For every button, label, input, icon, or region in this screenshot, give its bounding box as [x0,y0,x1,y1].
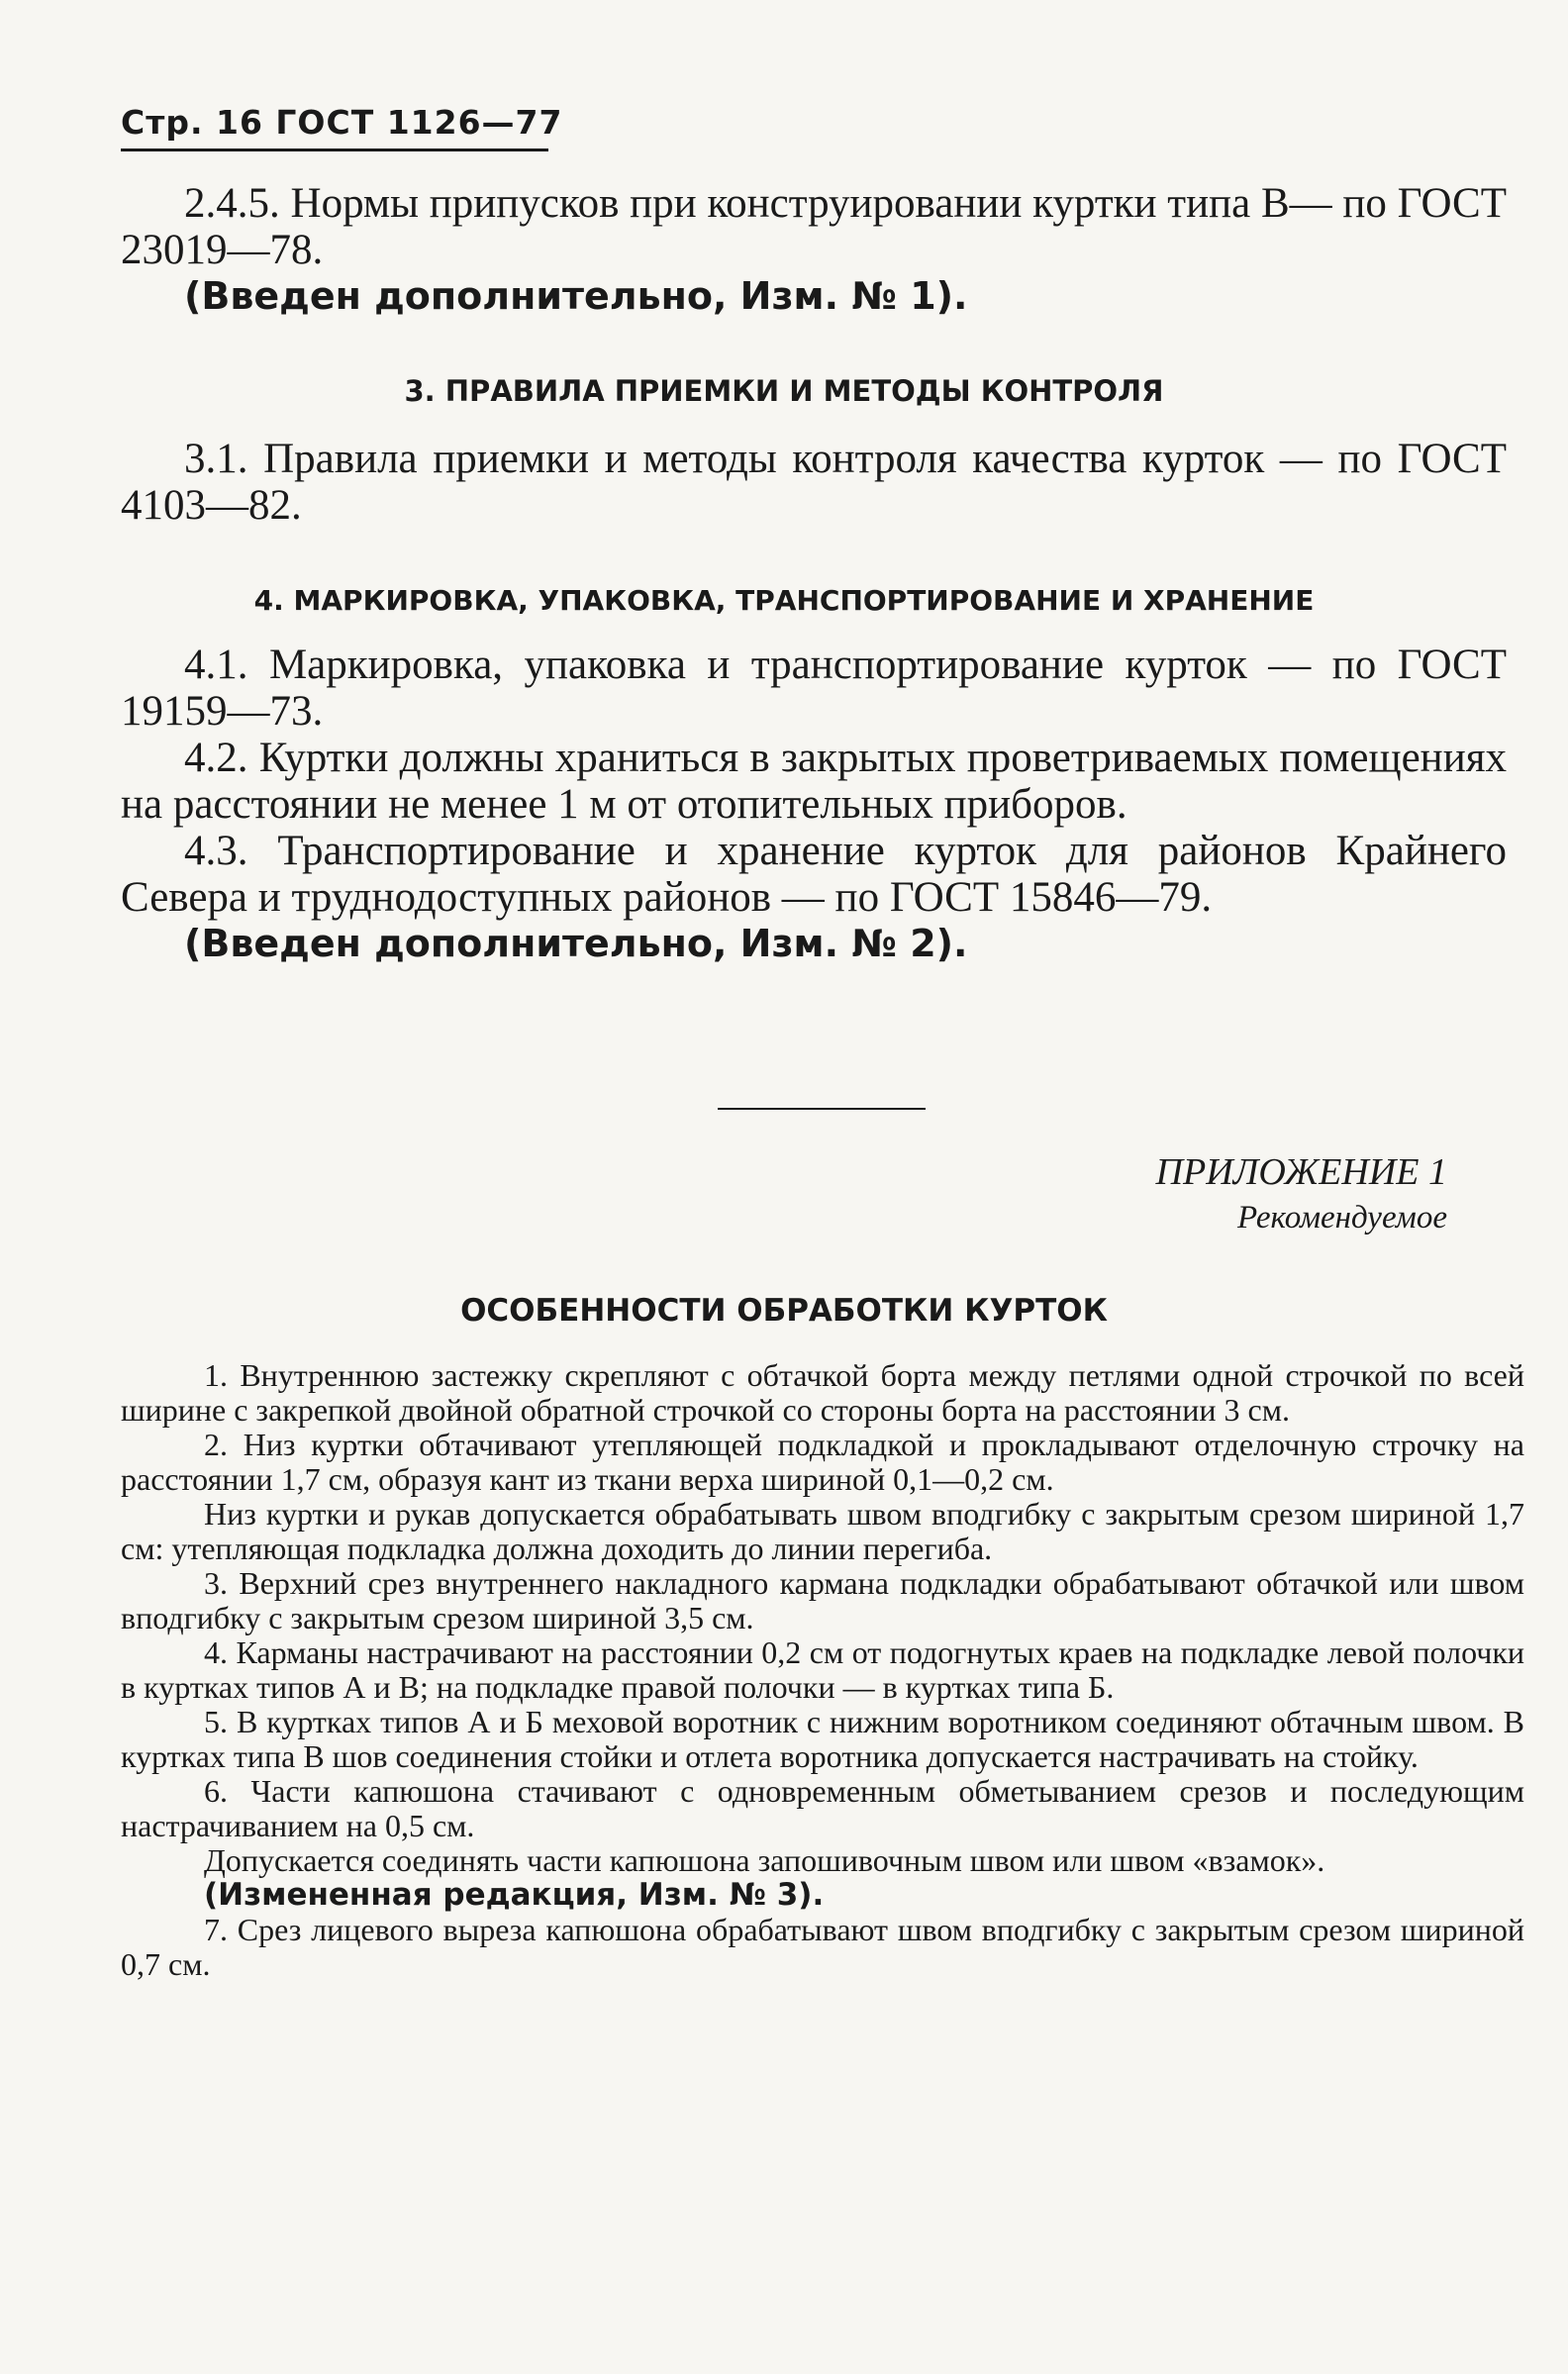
clause-4-3: 4.3. Транспортирование и хранение курток для районов Крайнего Севера и труднодоступных районов — по ГОСТ 15846—79. [121,828,1507,921]
clause-4-1: 4.1. Маркировка, упаковка и транспортирование курток — по ГОСТ 19159—73. [121,642,1507,735]
amendment-note-2: (Введен дополнительно, Изм. № 2). [184,922,968,965]
appendix-item-5: 5. В куртках типов А и Б меховой воротник с нижним воротником соединяют обтачным швом. В куртках типа В шов соединения стойки и отлета воротника допускается настрачивать на стойку. [121,1704,1524,1774]
appendix-item-1: 1. Внутреннюю застежку скрепляют с обтачкой борта между петлями одной строчкой по всей ширине с закрепкой двойной обратной строчкой со стороны борта на расстоянии 3 см. [121,1357,1524,1428]
appendix-item-4: 4. Карманы настрачивают на расстоянии 0,2 см от подогнутых краев на подкладке левой полочки в куртках типов А и В; на подкладке правой полочки — в куртках типа Б. [121,1634,1524,1705]
amendment-note-1: (Введен дополнительно, Изм. № 1). [184,274,968,318]
appendix-item-2-note: Низ куртки и рукав допускается обрабатывать швом вподгибку с закрытым срезом шириной 1,7 см: утепляющая подкладка должна доходить до линии перегиба. [121,1496,1524,1566]
section-4-heading: 4. МАРКИРОВКА, УПАКОВКА, ТРАНСПОРТИРОВАНИЕ И ХРАНЕНИЕ [253,584,1315,617]
appendix-item-6: 6. Части капюшона стачивают с одновременным обметыванием срезов и последующим настрачиванием на 0,5 см. [121,1773,1524,1843]
clause-3-1: 3.1. Правила приемки и методы контроля качества курток — по ГОСТ 4103—82. [121,436,1507,529]
amendment-note-3: (Измененная редакция, Изм. № 3). [204,1877,825,1913]
appendix-item-3: 3. Верхний срез внутреннего накладного кармана подкладки обрабатывают обтачкой или швом вподгибку с закрытым срезом шириной 3,5 см. [121,1565,1524,1635]
appendix-item-7: 7. Срез лицевого выреза капюшона обрабатывают швом вподгибку с закрытым срезом шириной 0,7 см. [121,1912,1524,1982]
clause-2-4-5-text: 2.4.5. Нормы припусков при конструировании куртки типа В— по ГОСТ 23019—78. [121,180,1507,273]
appendix-item-6-note: Допускается соединять части капюшона запошивочным швом или швом «взамок». [204,1842,1325,1878]
appendix-body [121,1358,1524,1982]
section-divider [718,1108,926,1110]
appendix-label: ПРИЛОЖЕНИЕ 1 [1155,1151,1447,1193]
section-3-body [121,436,1507,529]
section-4-body [121,642,1507,967]
appendix-item-2: 2. Низ куртки обтачивают утепляющей подкладкой и прокладывают отделочную строчку на расстоянии 1,7 см, образуя кант из ткани верха шириной 0,1—0,2 см. [121,1427,1524,1497]
clause-2-4-5 [121,180,1507,320]
page-header: Стр. 16 ГОСТ 1126—77 [121,103,563,142]
appendix-title: ОСОБЕННОСТИ ОБРАБОТКИ КУРТОК [460,1293,1108,1329]
header-rule [121,148,548,151]
clause-4-2: 4.2. Куртки должны храниться в закрытых проветриваемых помещениях на расстоянии не менее 1 м от отопительных приборов. [121,735,1507,828]
appendix-status: Рекомендуемое [1236,1200,1447,1236]
section-3-heading: 3. ПРАВИЛА ПРИЕМКИ И МЕТОДЫ КОНТРОЛЯ [404,374,1164,408]
